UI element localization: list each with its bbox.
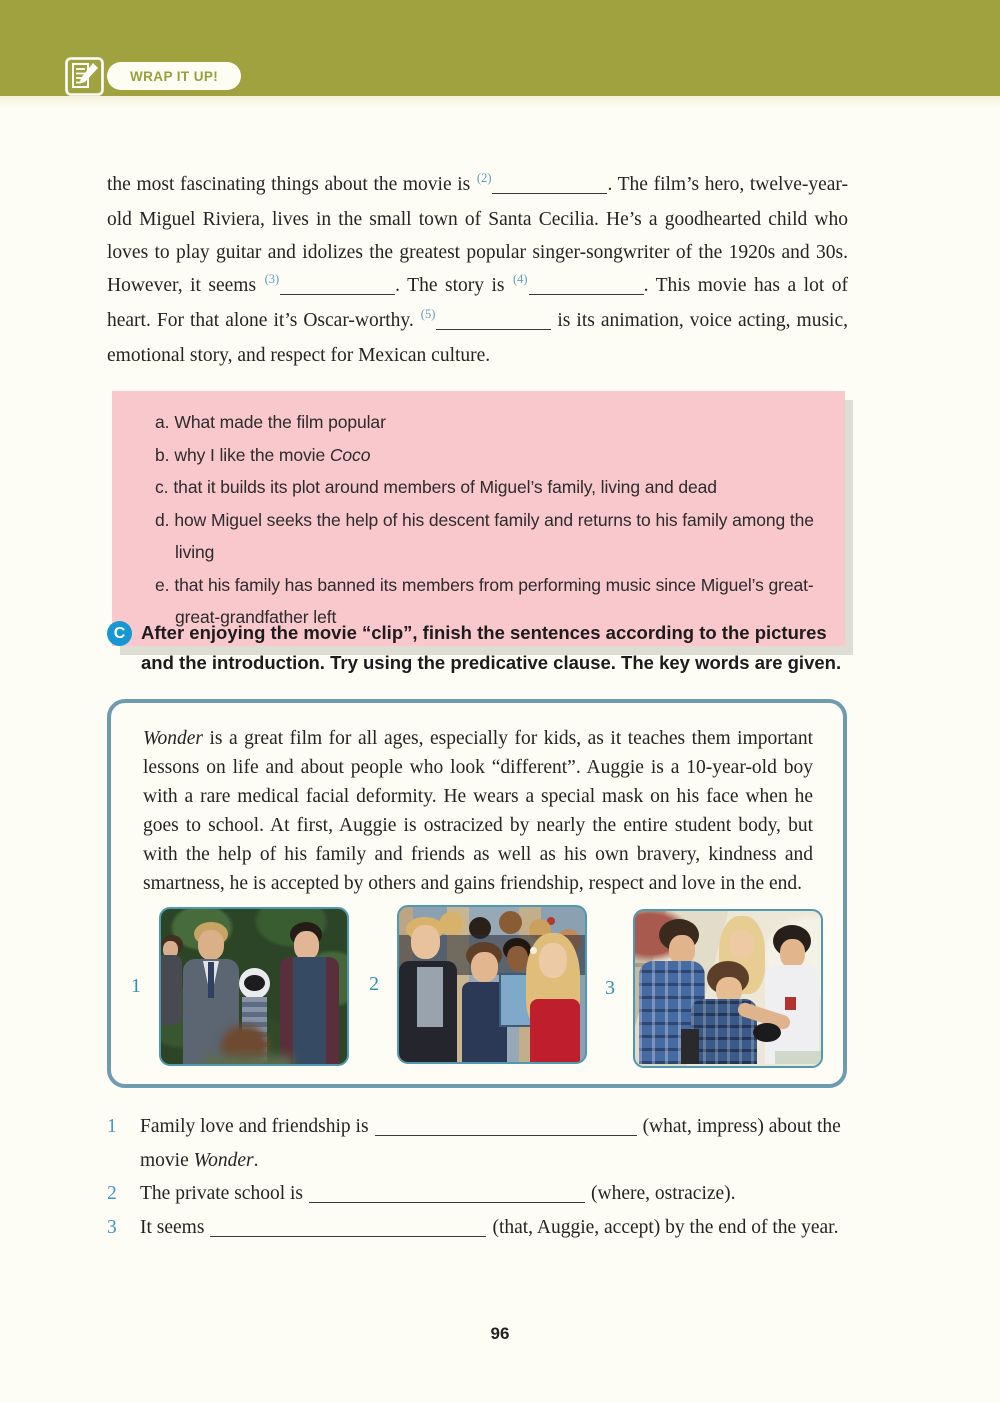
intro-text-1: the most fascinating things about the movie is — [107, 174, 476, 195]
section-c-badge: C — [107, 621, 132, 646]
intro-paragraph — [107, 168, 848, 372]
option-d — [155, 504, 819, 569]
sentence-3 — [107, 1211, 855, 1245]
section-c-instruction: After enjoying the movie “clip”, finish the sentences according to the pictures and the introduction. Try using the predicative clause. The key words are given. — [141, 622, 842, 673]
sentence-2-number: 2 — [107, 1183, 117, 1204]
sentence-3-number: 3 — [107, 1216, 117, 1238]
picture-2-number: 2 — [369, 973, 379, 995]
header-fade — [0, 96, 1000, 108]
girl-with-folder-face — [507, 946, 528, 971]
sentence-1-movie-title: Wonder — [193, 1149, 254, 1171]
auggie-face — [471, 952, 498, 982]
option-b-label: b. — [155, 444, 170, 465]
blank-number-3: (3) — [264, 272, 280, 286]
blank-number-5: (5) — [420, 307, 436, 321]
option-c-text: that it builds its plot around members of Miguel’s family, living and dead — [173, 477, 717, 497]
picture-unit-3 — [600, 909, 823, 1068]
options-box — [112, 391, 845, 646]
father-face — [198, 930, 224, 960]
white-shirt-boy-face — [780, 939, 805, 968]
option-a-text: What made the film popular — [174, 412, 386, 432]
sentence-3-pre: It seems — [140, 1216, 205, 1238]
bystander-body — [159, 955, 182, 1025]
sentence-2-blank — [309, 1183, 585, 1204]
page-number: 96 — [490, 1324, 510, 1343]
option-e-label: e. — [155, 574, 170, 595]
notepad-pencil-icon — [64, 56, 105, 97]
fill-blank-4 — [529, 275, 644, 296]
intro-text-2: . The film’s hero, twelve-year-old Miguel Riviera, lives in the small town of Santa Cecilia. He’s a goodhearted child who loves to play guitar and idolizes the greatest popular singer-songwriter of the 1920s and 30s. However, it seems — [107, 174, 848, 296]
movie-still-2-students-staring-in-school-hallway — [397, 905, 587, 1064]
option-d-text: how Miguel seeks the help of his descent family and returns to his family among the living — [174, 509, 814, 562]
wrap-it-up-label: WRAP IT UP! — [130, 68, 219, 84]
wheelchair-frame — [681, 1029, 699, 1064]
experiment-object — [753, 1023, 781, 1042]
exercise-sentences — [107, 1110, 855, 1244]
picture-unit-1 — [126, 907, 349, 1066]
desk-edge — [775, 1051, 822, 1064]
sentence-2-pre: The private school is — [140, 1183, 303, 1204]
movie-still-3-kids-gathered-around-science-experiment — [633, 909, 823, 1068]
option-a — [155, 406, 819, 439]
option-b-movie-title: Coco — [329, 444, 371, 465]
intro-text-5: is its animation, voice acting, music, emotional story, and respect for Mexican culture. — [107, 310, 848, 366]
wrap-it-up-badge — [107, 62, 241, 90]
fill-blank-5 — [436, 310, 551, 331]
picture-3-number: 3 — [605, 977, 615, 999]
option-e-text: that his family has banned its members from performing music since Miguel’s great-great-grandfather left — [174, 574, 814, 627]
crowd-head-4 — [499, 911, 522, 934]
picture-1-number: 1 — [131, 975, 141, 997]
foreground-blurred-shoulder — [203, 1055, 293, 1066]
header-bar — [0, 0, 1000, 96]
sentence-3-key: (that, Auggie, accept) by the end of the year. — [492, 1216, 839, 1238]
option-c — [155, 471, 819, 504]
wonder-text-body: is a great film for all ages, especially for kids, as it teaches them important lessons on life and about people who look “different”. Auggie is a 10-year-old boy with a rare medical facial deformity. He wears a special mask on his face when he goes to school. At first, Auggie is ostracized by nearly the entire student body, but with the help of his family and friends as well as his own bravery, kindness and smartness, he is accepted by others and gains friendship, respect and love in the end. — [143, 728, 813, 894]
intro-text-3: . The story is — [395, 275, 512, 296]
sentence-1-key: (what, impress) about the movie — [140, 1116, 841, 1171]
sentence-1-end: . — [253, 1149, 259, 1171]
blond-boy-shirt — [417, 967, 443, 1027]
blond-girl-face — [539, 943, 567, 978]
blonde-girl-face — [730, 930, 754, 959]
sentence-1-pre: Family love and friendship is — [140, 1116, 369, 1137]
blond-girl-red-top — [530, 999, 580, 1062]
wonder-movie-title: Wonder — [143, 728, 203, 749]
blank-number-2: (2) — [476, 171, 492, 185]
sentence-1-number: 1 — [107, 1116, 117, 1137]
intro-text-4: . This movie has a lot of heart. For that alone it’s Oscar-worthy. — [107, 275, 848, 331]
white-shirt-red-logo — [785, 997, 796, 1010]
fill-blank-2 — [492, 174, 607, 195]
option-b — [155, 439, 819, 472]
movie-still-1-boy-in-astronaut-helmet-walking-with-parents — [159, 907, 349, 1066]
option-c-label: c. — [155, 477, 169, 497]
sentence-1 — [107, 1110, 855, 1177]
picture-unit-2 — [364, 905, 587, 1064]
blond-boy-face — [411, 925, 440, 959]
section-c — [107, 618, 852, 677]
option-b-text: why I like the movie — [174, 444, 330, 465]
wonder-paragraph — [143, 724, 813, 898]
sentence-2 — [107, 1177, 855, 1211]
option-d-label: d. — [155, 509, 170, 530]
sentence-1-blank — [375, 1116, 637, 1137]
blond-girl-hairclip — [530, 947, 537, 954]
option-a-label: a. — [155, 412, 170, 432]
sentence-3-blank — [210, 1216, 486, 1237]
mother-face — [294, 931, 319, 960]
fill-blank-3 — [280, 275, 395, 296]
mother-dress-and-cardigan — [280, 957, 339, 1065]
father-tie — [208, 962, 214, 998]
helmet-visor — [244, 975, 265, 991]
sentence-2-key: (where, ostracize). — [591, 1183, 736, 1204]
blank-number-4: (4) — [513, 272, 528, 286]
